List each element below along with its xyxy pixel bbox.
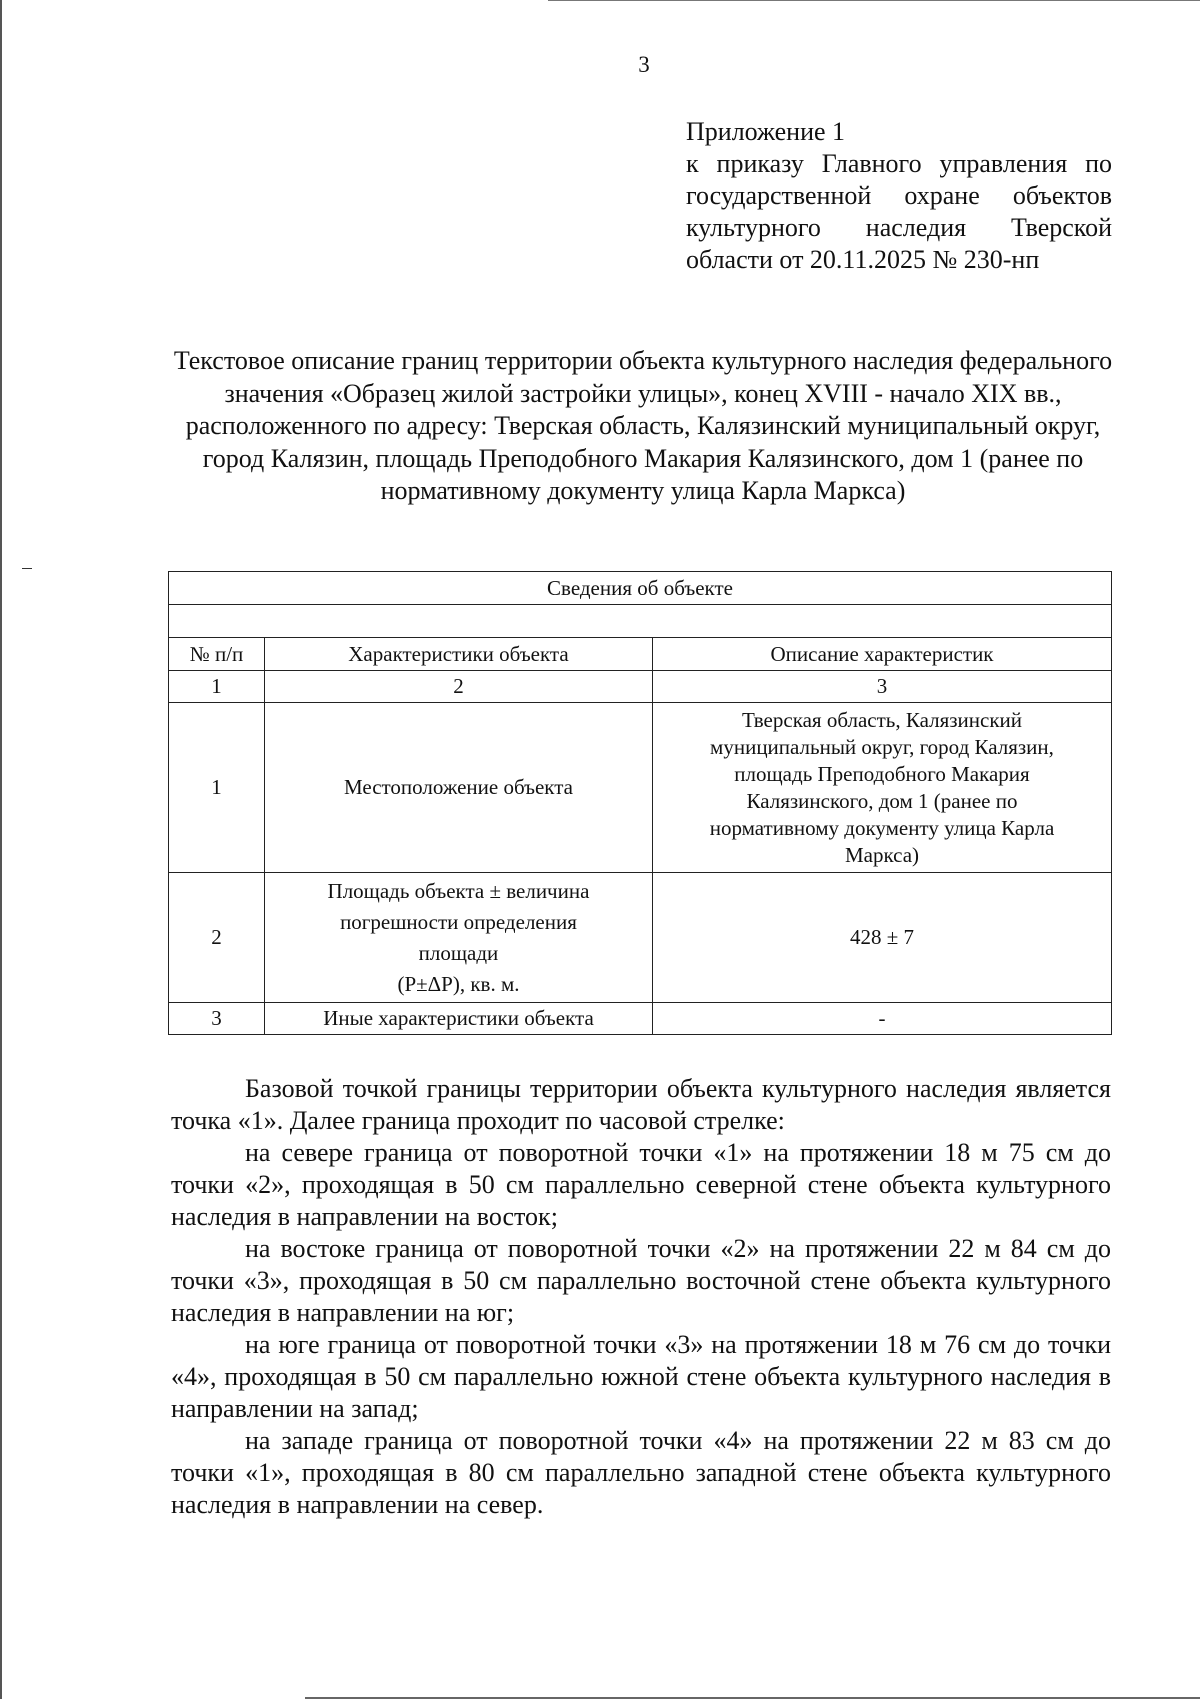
appendix-header <box>686 116 1112 276</box>
paragraph: на востоке граница от поворотной точки «2» на протяжении 22 м 84 см до точки «3», проходящая в 50 см параллельно восточной стене объекта культурного наследия в направлении на юг; <box>171 1234 1111 1327</box>
paragraph: на севере граница от поворотной точки «1» на протяжении 18 м 75 см до точки «2», проходящая в 50 см параллельно северной стене объекта культурного наследия в направлении на восток; <box>171 1138 1111 1231</box>
column-header: Описание характеристик <box>652 638 1111 671</box>
scan-border-top <box>548 0 1200 1</box>
characteristic-unit: (Р±ΔР), кв. м. <box>397 971 520 996</box>
table-numbering-row <box>169 671 1112 703</box>
row-number: 1 <box>169 703 265 873</box>
appendix-line: к приказу Главного управления по <box>686 149 1112 178</box>
paragraph: Базовой точкой границы территории объекта культурного наследия является точка «1». Далее граница проходит по часовой стрелке: <box>171 1074 1111 1135</box>
appendix-line: культурного наследия Тверской <box>686 213 1112 242</box>
boundary-description <box>171 1073 1111 1521</box>
page-number: 3 <box>638 52 650 77</box>
column-number: 1 <box>169 671 265 703</box>
table-row <box>169 703 1112 873</box>
scan-speck <box>22 568 32 569</box>
column-header: Характеристики объекта <box>264 638 652 671</box>
appendix-title: Приложение 1 <box>686 117 846 146</box>
column-header: № п/п <box>169 638 265 671</box>
table-spacer-row <box>169 605 1112 638</box>
column-number: 2 <box>264 671 652 703</box>
object-info-table <box>168 571 1112 1035</box>
characteristic-name: Местоположение объекта <box>264 703 652 873</box>
characteristic-name: Иные характеристики объекта <box>264 1003 652 1035</box>
scan-border-left <box>0 0 2 1699</box>
row-number: 2 <box>169 873 265 1003</box>
paragraph: на западе граница от поворотной точки «4» на протяжении 22 м 83 см до точки «1», проходящая в 80 см параллельно западной стене объекта культурного наследия в направлении на север. <box>171 1426 1111 1519</box>
table-caption: Сведения об объекте <box>169 572 1112 605</box>
appendix-line: государственной охране объектов <box>686 181 1112 210</box>
characteristic-description: - <box>652 1003 1111 1035</box>
characteristic-name-cell <box>264 873 652 1003</box>
table-row <box>169 873 1112 1003</box>
table-header-row <box>169 638 1112 671</box>
column-number: 3 <box>652 671 1111 703</box>
paragraph: на юге граница от поворотной точки «3» на протяжении 18 м 76 см до точки «4», проходящая в 50 см параллельно южной стене объекта культурного наследия в направлении на запад; <box>171 1330 1111 1423</box>
characteristic-description: 428 ± 7 <box>652 873 1111 1003</box>
appendix-line: области от 20.11.2025 № 230-нп <box>686 245 1040 274</box>
characteristic-description: Тверская область, Калязинский муниципальный округ, город Калязин, площадь Преподобного Макария Калязинского, дом 1 (ранее по нормативному документу улица Карла Маркса) <box>652 703 1111 873</box>
characteristic-name: Площадь объекта ± величина погрешности определения площади <box>327 878 590 965</box>
row-number: 3 <box>169 1003 265 1035</box>
document-title: Текстовое описание границ территории объекта культурного наследия федерального значения «Образец жилой застройки улицы», конец XVIII - начало XIX вв., расположенного по адресу: Тверская область, Калязинский муниципальный округ, город Калязин, площадь Преподобного Макария Калязинского, дом 1 (ранее по нормативному документу улица Карла Маркса) <box>173 346 1113 505</box>
table-row <box>169 1003 1112 1035</box>
